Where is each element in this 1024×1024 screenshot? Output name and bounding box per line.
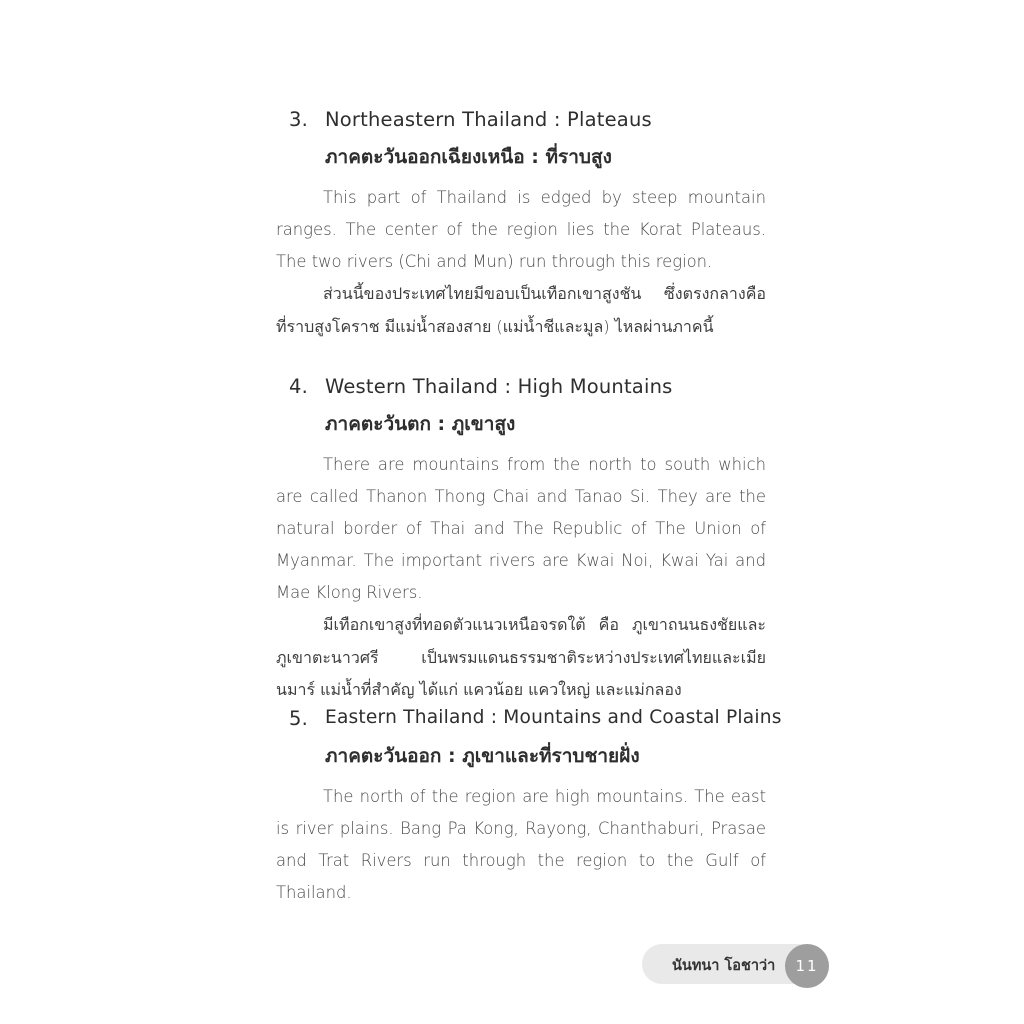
section-thai-title: ภาคตะวันตก : ภูเขาสูง: [325, 413, 516, 435]
section-heading: [276, 375, 766, 409]
section-heading: [276, 707, 782, 741]
section-thai-title: ภาคตะวันออก : ภูเขาและที่ราบชายฝั่ง: [325, 745, 640, 767]
english-paragraph: There are mountains from the north to south which are called Thanon Thong Chai and Tanao Si. They are the natural border of Thai and The Republic of The Union of Myanmar. The important rivers are Kwai Noi, Kwai Yai and Mae Klong Rivers.: [276, 455, 766, 602]
section-thai-title: ภาคตะวันออกเฉียงเหนือ : ที่ราบสูง: [325, 146, 612, 168]
section-eastern: [276, 707, 782, 909]
section-title: Northeastern Thailand : Plateaus: [325, 108, 652, 131]
section-heading: [276, 108, 766, 142]
english-paragraph: This part of Thailand is edged by steep mountain ranges. The center of the region lies the Korat Plateaus. The two rivers (Chi and Mun) run through this region.: [276, 188, 766, 271]
footer-author: นันทนา โอชาว่า: [672, 958, 776, 974]
section-western: [276, 375, 766, 707]
section-number: 3.: [289, 108, 309, 131]
thai-paragraph: มีเทือกเขาสูงที่ทอดตัวแนวเหนือจรดใต้ คือ ภูเขาถนนธงชัยและภูเขาตะนาวศรี เป็นพรมแดนธรรมชาติระหว่างประเทศไทยและเมียนมาร์ แม่น้ำที่สำคัญ ได้แก่ แควน้อย แควใหญ่ และแม่กลอง: [276, 615, 766, 699]
section-number: 4.: [289, 375, 309, 398]
english-paragraph: The north of the region are high mountains. The east is river plains. Bang Pa Kong, Rayong, Chanthaburi, Prasae and Trat Rivers run through the region to the Gulf of Thailand.: [276, 787, 766, 902]
thai-paragraph: ส่วนนี้ของประเทศไทยมีขอบเป็นเทือกเขาสูงชัน ซึ่งตรงกลางคือที่ราบสูงโคราช มีแม่น้ำสองสาย (แม่น้ำชีและมูล) ไหลผ่านภาคนี้: [276, 284, 766, 336]
section-number: 5.: [289, 707, 309, 730]
page-number-badge: 11: [785, 944, 829, 988]
section-title: Western Thailand : High Mountains: [325, 375, 673, 398]
section-title: Eastern Thailand : Mountains and Coastal Plains: [325, 707, 782, 728]
section-northeastern: [276, 108, 766, 343]
